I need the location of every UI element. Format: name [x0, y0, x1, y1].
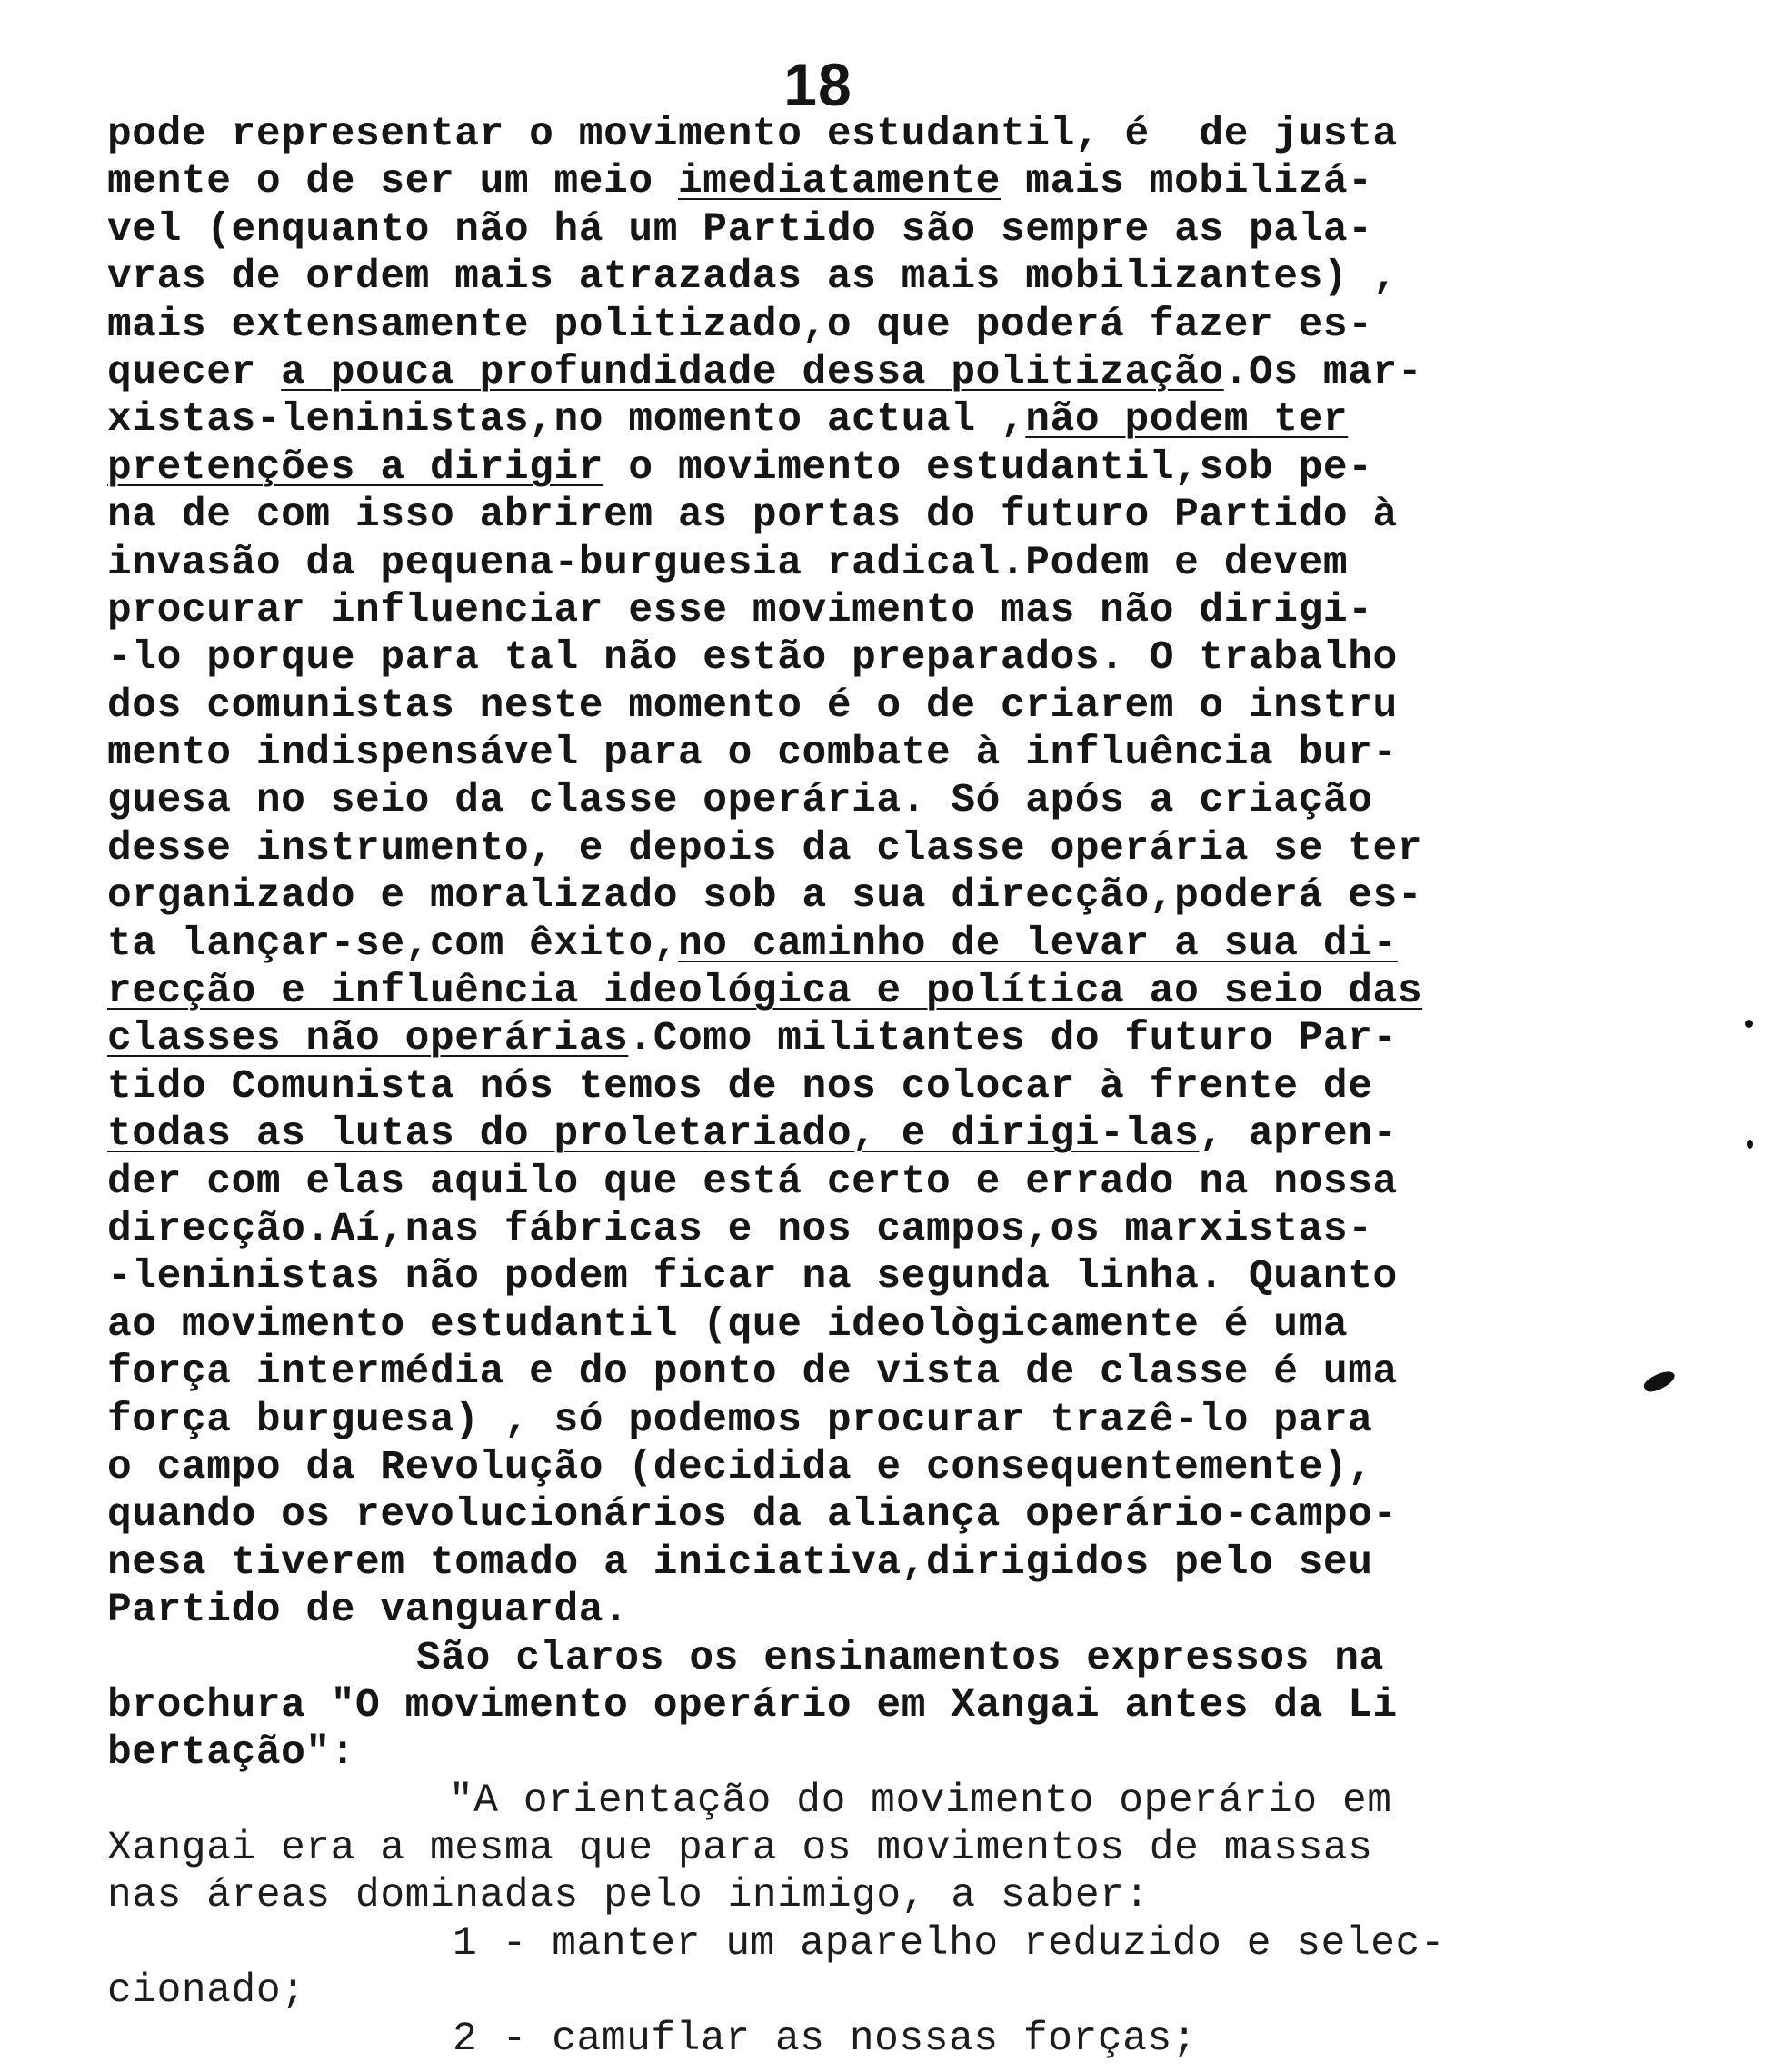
text-line: [107, 730, 1725, 777]
text-segment: 2 - camuflar as nossas forças;: [453, 2016, 1198, 2062]
text-line: [107, 1397, 1725, 1444]
text-segment: Partido de vanguarda.: [107, 1588, 629, 1634]
text-line: [107, 825, 1725, 872]
text-segment: o movimento estudantil,sob pe-: [603, 444, 1373, 491]
text-line: [107, 1349, 1725, 1396]
text-line: [107, 777, 1725, 824]
text-segment: mais extensamente politizado,o que poderá fazer es-: [107, 302, 1373, 348]
text-segment: dos comunistas neste momento é o de criarem o instru: [107, 682, 1398, 729]
text-line: [107, 349, 1725, 396]
text-segment: organizado e moralizado sob a sua direcção,poderá es-: [107, 873, 1423, 920]
text-line: [107, 1111, 1725, 1158]
underlined-text: pretenções a dirigir: [107, 444, 604, 491]
text-line: [107, 1825, 1725, 1872]
text-segment: quando os revolucionários da aliança operário-campo-: [107, 1492, 1398, 1539]
text-segment: .Os mar-: [1223, 349, 1423, 395]
text-line: [107, 1778, 1725, 1825]
text-segment: nesa tiverem tomado a iniciativa,dirigidos pelo seu: [107, 1539, 1373, 1586]
text-segment: pode representar o movimento estudantil, é de justa: [107, 112, 1398, 157]
text-segment: força burguesa) , só podemos procurar trazê-lo para: [107, 1397, 1373, 1443]
underlined-text: no caminho de levar a sua di-: [678, 921, 1398, 967]
text-segment: invasão da pequena-burguesia radical.Podem e devem: [107, 540, 1349, 586]
text-line: [107, 1539, 1725, 1587]
text-segment: mento indispensável para o combate à influência bur-: [107, 731, 1398, 777]
underlined-text: todas as lutas do proletariado, e dirigi-las: [107, 1111, 1200, 1158]
underlined-text: imediatamente: [678, 159, 1001, 205]
text-line: [107, 1159, 1725, 1206]
text-line: [107, 254, 1725, 301]
text-segment: -leninistas não podem ficar na segunda linha. Quanto: [107, 1254, 1398, 1300]
text-segment: desse instrumento, e depois da classe operária se ter: [107, 825, 1423, 872]
text-segment: -lo porque para tal não estão preparados. O trabalho: [107, 635, 1398, 682]
text-line: [107, 587, 1725, 634]
text-segment: , apren-: [1199, 1111, 1398, 1158]
text-segment: bertação":: [107, 1730, 356, 1777]
text-line: [107, 1063, 1725, 1111]
text-segment: na de com isso abrirem as portas do futuro Partido à: [107, 493, 1398, 539]
text-line: [107, 2016, 1725, 2063]
text-line: [107, 1872, 1725, 1919]
text-line: [107, 872, 1725, 920]
underlined-text: classes não operárias: [107, 1016, 629, 1062]
text-segment: São claros os ensinamentos expressos na: [416, 1635, 1384, 1681]
text-line: [107, 1253, 1725, 1300]
text-segment: der com elas aquilo que está certo e errado na nossa: [107, 1159, 1398, 1205]
scan-speck: [1747, 1140, 1753, 1149]
text-segment: direcção.Aí,nas fábricas e nos campos,os marxistas-: [107, 1206, 1373, 1252]
text-line: [107, 1682, 1725, 1729]
text-segment: cionado;: [107, 1968, 306, 2015]
text-segment: vel (enquanto não há um Partido são sempre as pala-: [107, 206, 1373, 253]
text-line: [107, 634, 1725, 682]
text-line: [107, 302, 1725, 349]
text-segment: xistas-leninistas,no momento actual ,: [107, 397, 1026, 443]
text-segment: tido Comunista nós temos de nos colocar à frente de: [107, 1063, 1373, 1110]
text-line: [107, 1920, 1725, 1967]
text-segment: .Como militantes do futuro Par-: [628, 1016, 1398, 1062]
text-line: [107, 1491, 1725, 1539]
text-segment: mais mobilizá-: [1000, 159, 1373, 205]
underlined-text: não podem ter: [1025, 397, 1349, 443]
text-line: [107, 540, 1725, 587]
text-segment: procurar influenciar esse movimento mas não dirigi-: [107, 587, 1373, 633]
underlined-text: recção e influência ideológica e política ao seio das: [107, 969, 1423, 1015]
text-line: [107, 1635, 1725, 1682]
text-line: [107, 111, 1725, 158]
text-line: [107, 1444, 1725, 1491]
text-segment: Xangai era a mesma que para os movimentos de massas: [107, 1826, 1373, 1872]
text-line: [107, 444, 1725, 492]
text-line: [107, 1587, 1725, 1634]
text-segment: força intermédia e do ponto de vista de classe é uma: [107, 1350, 1398, 1396]
text-line: [107, 1301, 1725, 1349]
text-line: [107, 682, 1725, 730]
text-line: [107, 1729, 1725, 1777]
text-segment: brochura "O movimento operário em Xangai antes da Li: [107, 1682, 1398, 1728]
document-body: [107, 111, 1725, 2063]
text-segment: "A orientação do movimento operário em: [449, 1778, 1392, 1824]
text-segment: vras de ordem mais atrazadas as mais mobilizantes) ,: [107, 254, 1398, 301]
text-line: [107, 492, 1725, 539]
text-segment: nas áreas dominadas pelo inimigo, a saber:: [107, 1873, 1150, 1919]
underlined-text: a pouca profundidade dessa politização: [281, 349, 1224, 395]
text-segment: o campo da Revolução (decidida e consequentemente),: [107, 1444, 1373, 1490]
text-segment: quecer: [107, 349, 282, 395]
text-line: [107, 158, 1725, 205]
text-line: [107, 1015, 1725, 1062]
text-line: [107, 206, 1725, 254]
text-segment: 1 - manter um aparelho reduzido e selec-: [453, 1920, 1446, 1967]
text-segment: mente o de ser um meio: [107, 159, 678, 205]
text-line: [107, 921, 1725, 968]
text-line: [107, 1967, 1725, 2015]
text-segment: ao movimento estudantil (que ideològicamente é uma: [107, 1301, 1349, 1348]
text-line: [107, 968, 1725, 1015]
text-line: [107, 396, 1725, 443]
text-segment: guesa no seio da classe operária. Só após a criação: [107, 778, 1373, 824]
page-number: 18: [783, 51, 852, 118]
text-segment: ta lançar-se,com êxito,: [107, 921, 678, 967]
text-line: [107, 1206, 1725, 1253]
scan-speck: [1745, 1020, 1753, 1028]
